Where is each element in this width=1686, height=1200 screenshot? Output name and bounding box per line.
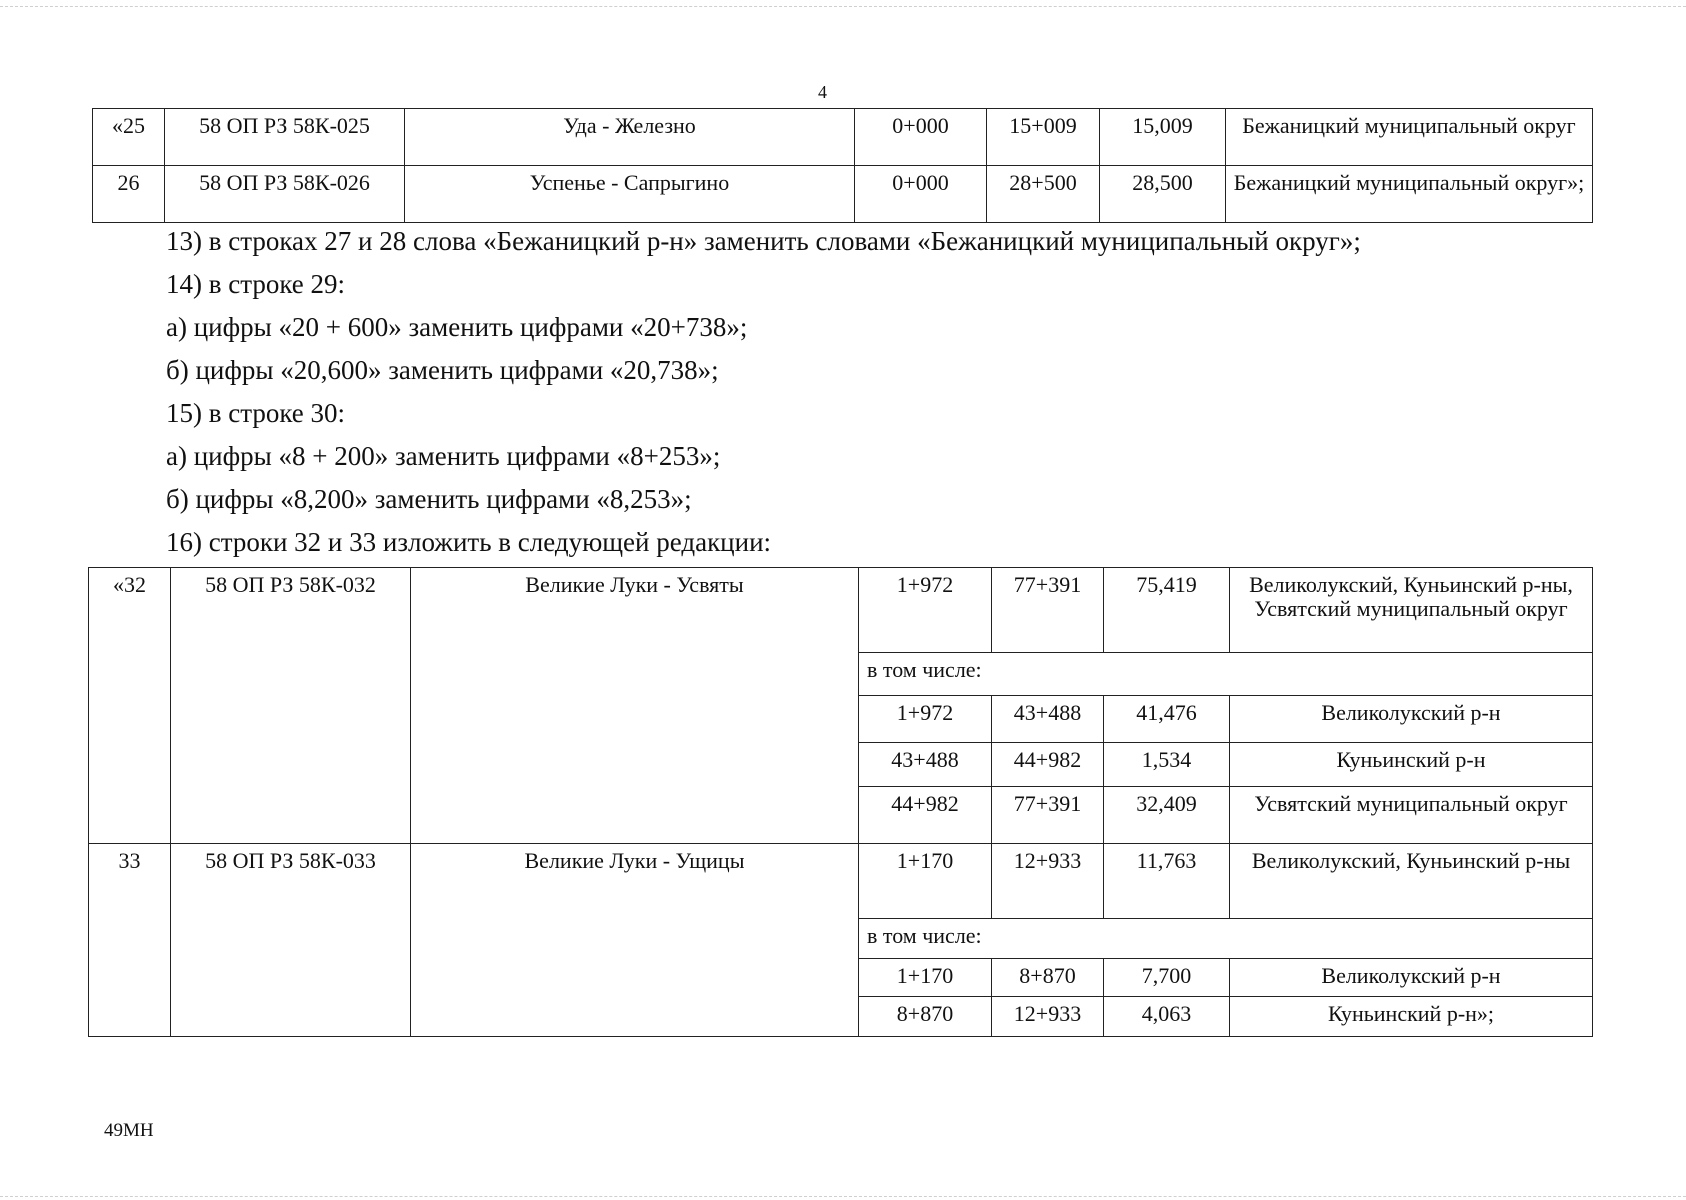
km-start: 0+000 <box>855 109 987 166</box>
road-code: 58 ОП РЗ 58К-032 <box>171 568 411 844</box>
road-length: 28,500 <box>1100 166 1226 223</box>
amendment-line: а) цифры «8 + 200» заменить цифрами «8+253»; <box>166 441 721 471</box>
district: Усвятский муниципальный округ <box>1230 787 1593 844</box>
roads-table-bottom <box>88 567 1593 1037</box>
road-length: 75,419 <box>1104 568 1230 653</box>
amendment-line: б) цифры «8,200» заменить цифрами «8,253»; <box>166 484 692 514</box>
page-number: 4 <box>818 82 827 102</box>
km-start: 0+000 <box>855 166 987 223</box>
km-end: 28+500 <box>987 166 1100 223</box>
km-end: 12+933 <box>992 844 1104 919</box>
row-number: «32 <box>89 568 171 844</box>
district: Бежаницкий муниципальный округ»; <box>1226 166 1593 223</box>
road-code: 58 ОП РЗ 58К-025 <box>165 109 405 166</box>
km-start: 43+488 <box>859 743 992 787</box>
road-code: 58 ОП РЗ 58К-026 <box>165 166 405 223</box>
amendment-line: 15) в строке 30: <box>166 398 346 428</box>
row-number: 26 <box>93 166 165 223</box>
km-start: 1+972 <box>859 568 992 653</box>
road-length: 11,763 <box>1104 844 1230 919</box>
km-start: 1+972 <box>859 696 992 743</box>
scan-edge-top <box>0 6 1686 7</box>
district: Великолукский р-н <box>1230 696 1593 743</box>
km-start: 44+982 <box>859 787 992 844</box>
road-name: Великие Луки - Ущицы <box>411 844 859 1037</box>
km-end: 77+391 <box>992 787 1104 844</box>
road-length: 15,009 <box>1100 109 1226 166</box>
amendment-line: 13) в строках 27 и 28 слова «Бежаницкий р-н» заменить словами «Бежаницкий муниципальный округ»; <box>166 226 1361 256</box>
km-start: 1+170 <box>859 844 992 919</box>
km-start: 8+870 <box>859 997 992 1037</box>
amendment-line: 16) строки 32 и 33 изложить в следующей редакции: <box>166 527 772 557</box>
including-label: в том числе: <box>859 919 1593 959</box>
row-number: 33 <box>89 844 171 1037</box>
district: Великолукский, Куньинский р-ны, Усвятский муниципальный округ <box>1230 568 1593 653</box>
road-length: 4,063 <box>1104 997 1230 1037</box>
road-length: 1,534 <box>1104 743 1230 787</box>
road-name: Уда - Железно <box>405 109 855 166</box>
amendment-line: 14) в строке 29: <box>166 269 346 299</box>
document-code: 49МН <box>104 1120 154 1141</box>
district: Бежаницкий муниципальный округ <box>1226 109 1593 166</box>
km-end: 12+933 <box>992 997 1104 1037</box>
km-end: 8+870 <box>992 959 1104 997</box>
road-name: Успенье - Сапрыгино <box>405 166 855 223</box>
road-length: 41,476 <box>1104 696 1230 743</box>
km-end: 43+488 <box>992 696 1104 743</box>
km-end: 77+391 <box>992 568 1104 653</box>
amendment-line: а) цифры «20 + 600» заменить цифрами «20+738»; <box>166 312 748 342</box>
row-number: «25 <box>93 109 165 166</box>
road-name: Великие Луки - Усвяты <box>411 568 859 844</box>
scan-edge-bottom <box>0 1196 1686 1197</box>
road-length: 7,700 <box>1104 959 1230 997</box>
including-label: в том числе: <box>859 653 1593 696</box>
km-start: 1+170 <box>859 959 992 997</box>
district: Куньинский р-н»; <box>1230 997 1593 1037</box>
table-row <box>89 568 1593 653</box>
road-code: 58 ОП РЗ 58К-033 <box>171 844 411 1037</box>
road-length: 32,409 <box>1104 787 1230 844</box>
district: Великолукский р-н <box>1230 959 1593 997</box>
table-row <box>93 166 1593 223</box>
km-end: 15+009 <box>987 109 1100 166</box>
district: Великолукский, Куньинский р-ны <box>1230 844 1593 919</box>
amendment-line: б) цифры «20,600» заменить цифрами «20,738»; <box>166 355 719 385</box>
km-end: 44+982 <box>992 743 1104 787</box>
roads-table-top <box>92 108 1593 223</box>
table-row <box>89 844 1593 919</box>
table-row <box>93 109 1593 166</box>
district: Куньинский р-н <box>1230 743 1593 787</box>
